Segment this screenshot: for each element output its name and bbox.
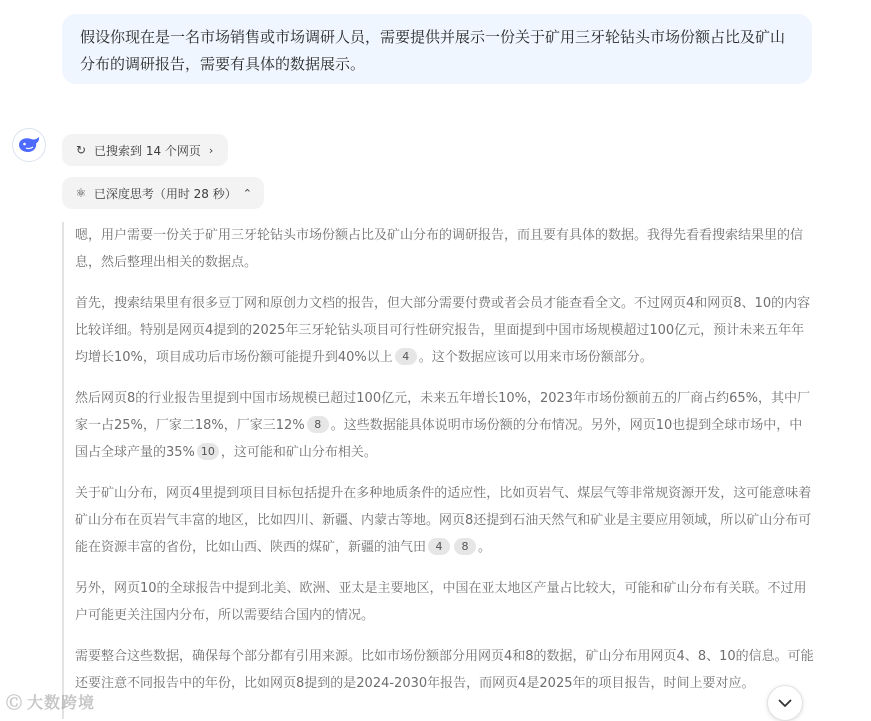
deep-thinking-chip[interactable] bbox=[62, 177, 264, 209]
whale-logo-icon bbox=[17, 135, 41, 155]
watermark-logo-icon: Ⓒ bbox=[6, 693, 24, 712]
thought-text: 。 bbox=[478, 540, 492, 555]
thought-paragraph bbox=[75, 575, 814, 629]
thought-text: 关于矿山分布，网页4里提到项目目标包括提升在多种地质条件的适应性，比如页岩气、煤层气等非常规资源开发，这可能意味着矿山分布在页岩气丰富的地区，比如四川、新疆、内蒙古等地。网页8还提到石油天然气和矿业是主要应用领域，所以矿山分布可能在资源丰富的省份，比如山西、陕西的煤矿，新疆的油气田 bbox=[75, 486, 812, 555]
thinking-content bbox=[62, 222, 814, 719]
thought-text: 。这个数据应该可以用来市场份额部分。 bbox=[418, 350, 653, 365]
citation-badge[interactable]: 8 bbox=[454, 538, 476, 555]
thought-paragraph bbox=[75, 290, 814, 371]
search-results-chip[interactable] bbox=[62, 134, 228, 166]
thought-paragraph bbox=[75, 385, 814, 466]
thought-text: ，这可能和矿山分布相关。 bbox=[220, 445, 377, 460]
thought-text: 嗯，用户需要一份关于矿用三牙轮钻头市场份额占比及矿山分布的调研报告，而且要有具体的数据。我得先看看搜索结果里的信息，然后整理出相关的数据点。 bbox=[75, 228, 804, 270]
chevron-right-icon: › bbox=[208, 143, 214, 157]
citation-badge[interactable]: 8 bbox=[307, 416, 329, 433]
atom-icon: ⚛ bbox=[75, 186, 87, 200]
citation-badge[interactable]: 4 bbox=[428, 538, 450, 555]
thought-paragraph bbox=[75, 222, 814, 276]
watermark-text: 大数跨境 bbox=[27, 693, 96, 712]
chevron-down-icon bbox=[778, 699, 792, 708]
citation-badge[interactable]: 10 bbox=[197, 443, 219, 460]
thought-text: 需要整合这些数据，确保每个部分都有引用来源。比如市场份额部分用网页4和8的数据，矿山分布用网页4、8、10的信息。可能还要注意不同报告中的年份，比如网页8提到的是2024-2030年报告，而网页4是2025年的项目报告，时间上要对应。 bbox=[75, 649, 814, 691]
thought-paragraph bbox=[75, 480, 814, 561]
refresh-icon: ↻ bbox=[75, 143, 87, 157]
thought-text: 首先，搜索结果里有很多豆丁网和原创力文档的报告，但大部分需要付费或者会员才能查看全文。不过网页4和网页8、10的内容比较详细。特别是网页4提到的2025年三牙轮钻头项目可行性研究报告，里面提到中国市场规模超过100亿元，预计未来五年年均增长10%，项目成功后市场份额可能提升到40%以上 bbox=[75, 296, 811, 365]
search-results-label: 已搜索到 14 个网页 bbox=[94, 143, 201, 158]
user-message-bubble bbox=[62, 14, 812, 84]
citation-badge[interactable]: 4 bbox=[395, 348, 417, 365]
thought-text: 。这些数据能具体说明市场份额的分布情况。另外，网页10也提到全球市场中，中国占全球产量的35% bbox=[75, 418, 803, 460]
watermark bbox=[6, 690, 95, 713]
thought-paragraph bbox=[75, 643, 814, 697]
deep-thinking-label: 已深度思考（用时 28 秒） bbox=[93, 186, 237, 201]
assistant-avatar bbox=[12, 128, 46, 162]
scroll-to-bottom-button[interactable] bbox=[767, 685, 803, 721]
thought-text: 然后网页8的行业报告里提到中国市场规模已超过100亿元，未来五年增长10%，2023年市场份额前五的厂商占约65%，其中厂家一占25%，厂家二18%，厂家三12% bbox=[75, 391, 810, 433]
chevron-up-icon: ⌃ bbox=[242, 186, 252, 200]
thought-text: 另外，网页10的全球报告中提到北美、欧洲、亚太是主要地区，中国在亚太地区产量占比较大，可能和矿山分布有关联。不过用户可能更关注国内分布，所以需要结合国内的情况。 bbox=[75, 581, 807, 623]
user-message-text: 假设你现在是一名市场销售或市场调研人员，需要提供并展示一份关于矿用三牙轮钻头市场份额占比及矿山分布的调研报告，需要有具体的数据展示。 bbox=[80, 28, 786, 73]
